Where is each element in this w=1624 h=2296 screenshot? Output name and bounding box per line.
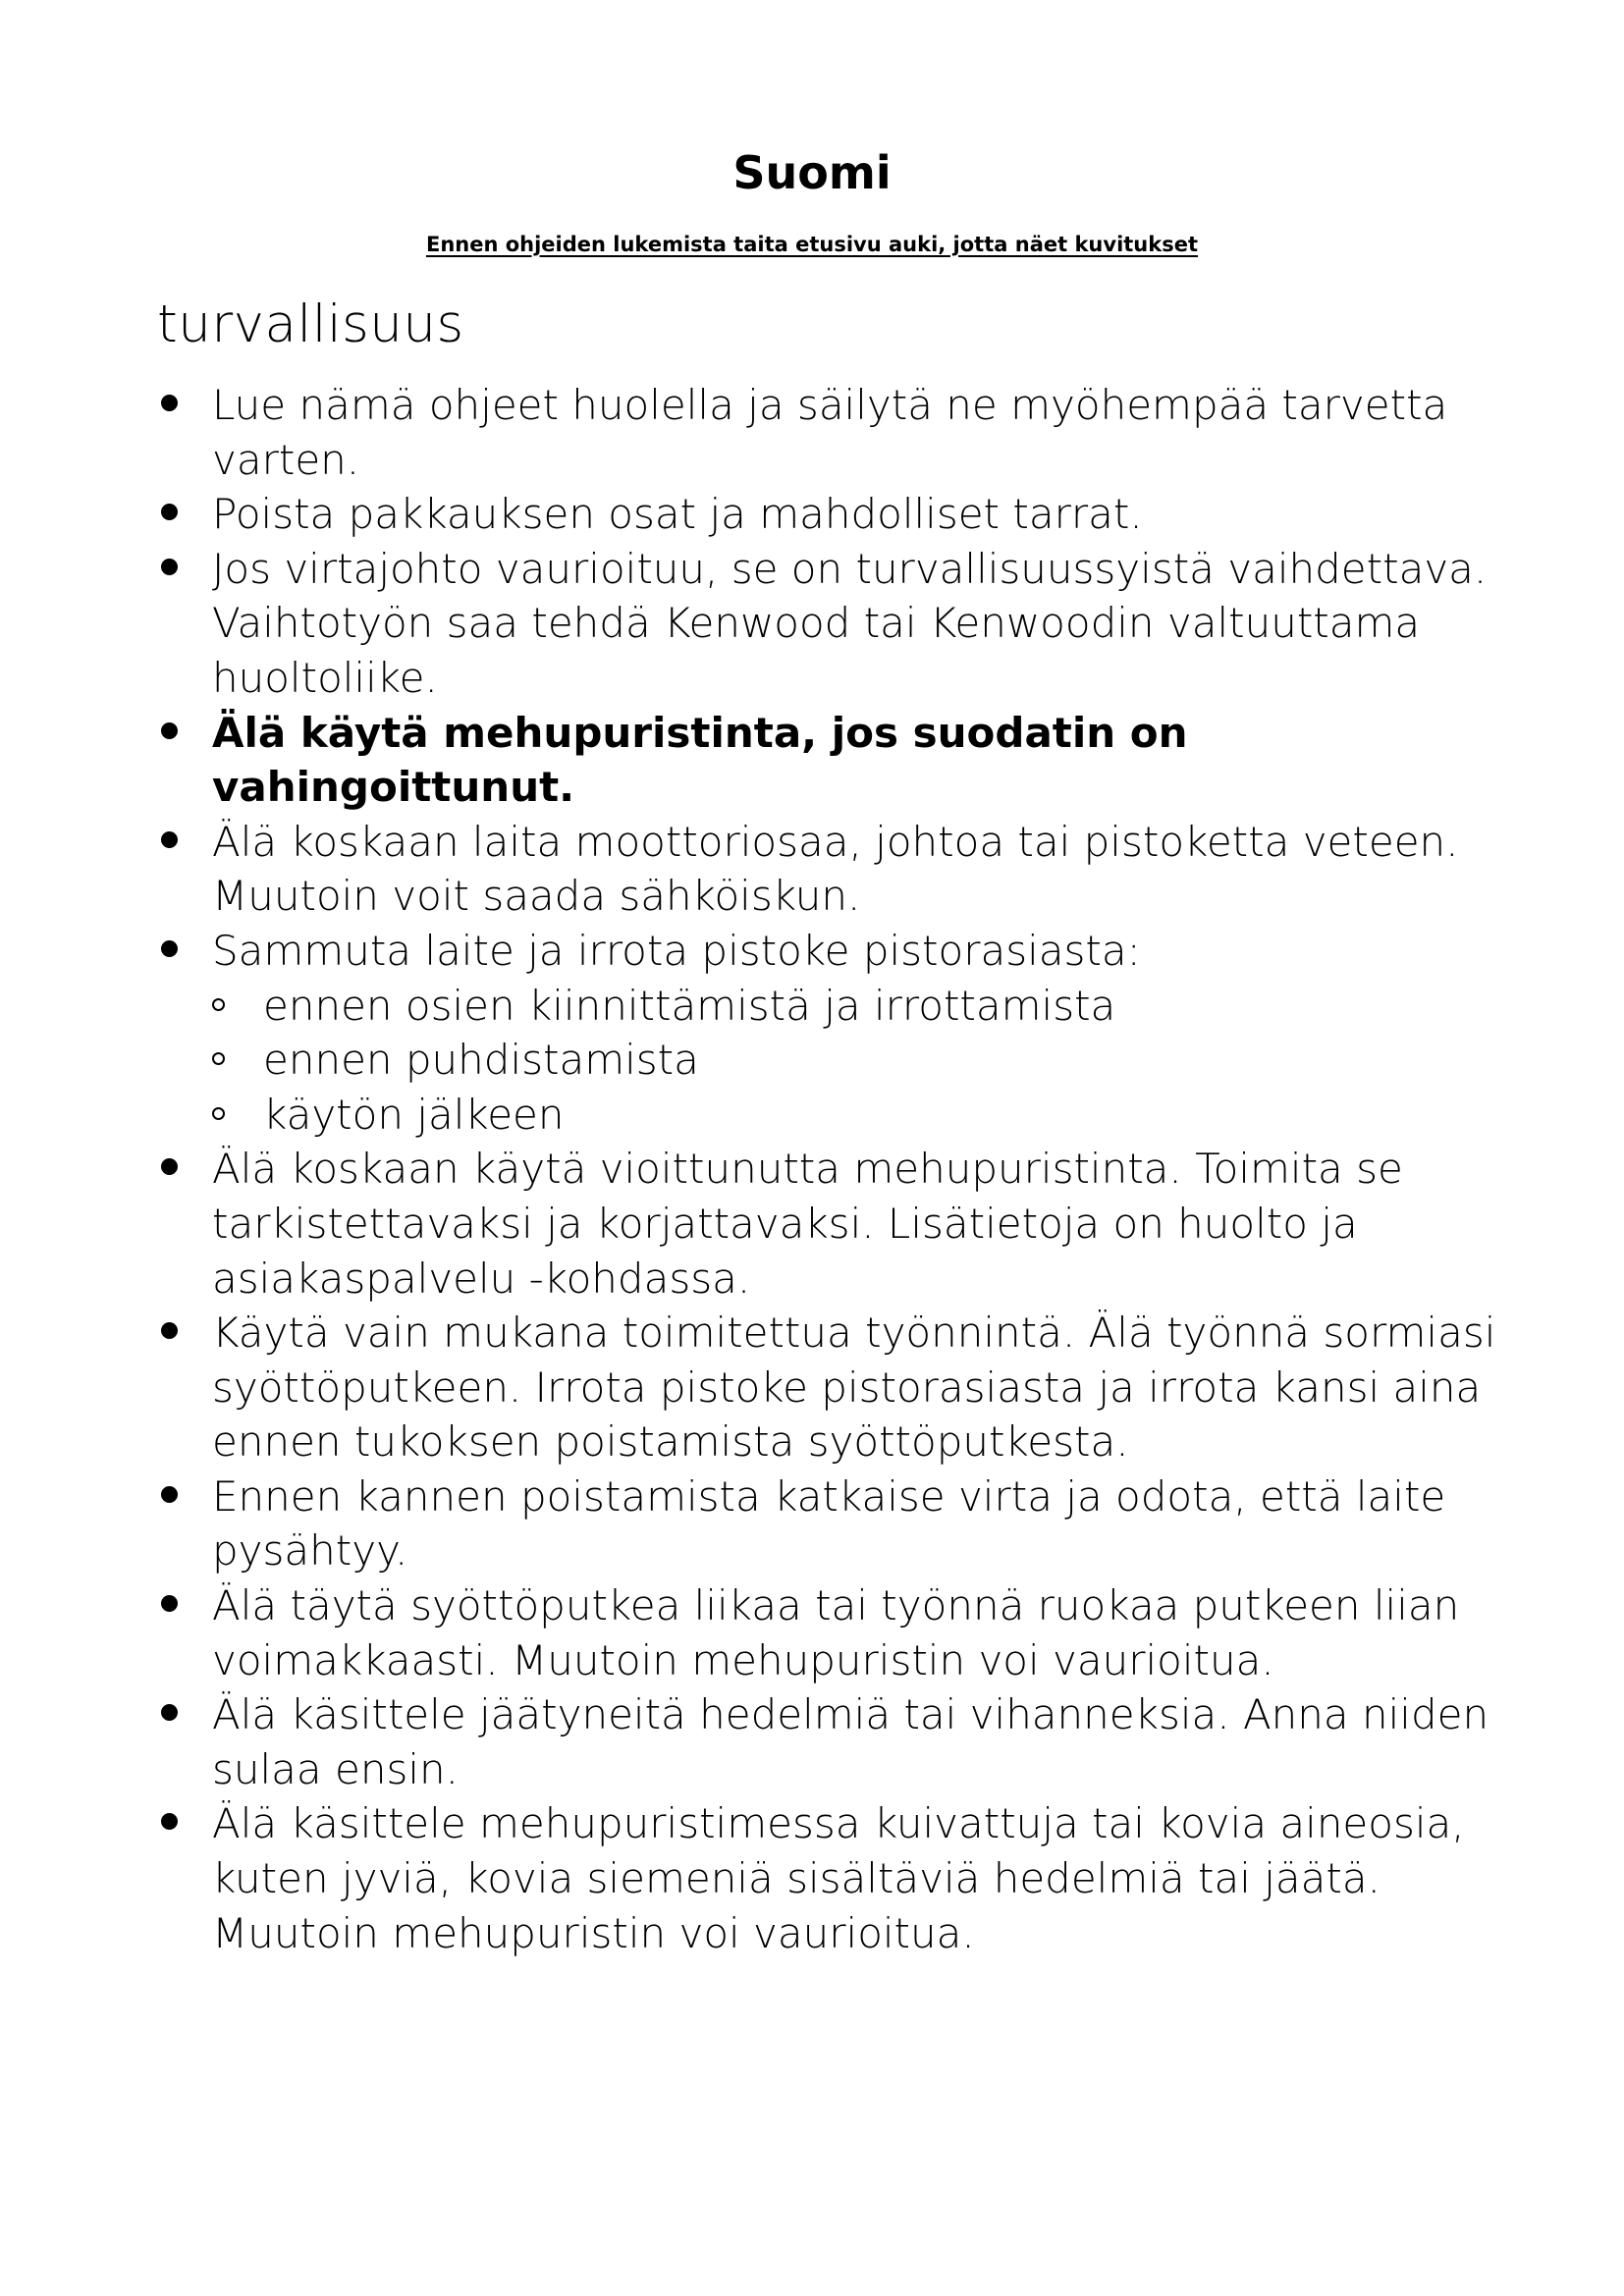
- list-item: Älä koskaan käytä vioittunutta mehupuristinta. Toimita se tarkistettavaksi ja korjattavaksi. Lisätietoja on huolto ja asiakaspalvelu -kohdassa.: [157, 1142, 1512, 1306]
- list-item: [157, 924, 1512, 1142]
- safety-list: [157, 378, 1512, 1960]
- list-item-text: Sammuta laite ja irrota pistoke pistorasiasta:: [212, 926, 1141, 975]
- list-item: Älä täytä syöttöputkea liikaa tai työnnä ruokaa putkeen liian voimakkaasti. Muutoin mehupuristin voi vaurioitua.: [157, 1578, 1512, 1687]
- list-item: Käytä vain mukana toimitettua työnnintä. Älä työnnä sormiasi syöttöputkeen. Irrota pistoke pistorasiasta ja irrota kansi aina ennen tukoksen poistamista syöttöputkesta.: [157, 1306, 1512, 1469]
- list-item-warning: Älä käytä mehupuristinta, jos suodatin on vahingoittunut.: [157, 706, 1512, 815]
- list-item: Poista pakkauksen osat ja mahdolliset tarrat.: [157, 487, 1512, 542]
- list-item: Jos virtajohto vaurioituu, se on turvallisuussyistä vaihdettava. Vaihtotyön saa tehdä Kenwood tai Kenwoodin valtuuttama huoltoliike.: [157, 542, 1512, 706]
- sub-list-item: ennen osien kiinnittämistä ja irrottamista: [212, 979, 1512, 1034]
- sub-list-item: käytön jälkeen: [212, 1088, 1512, 1143]
- list-item: Ennen kannen poistamista katkaise virta ja odota, että laite pysähtyy.: [157, 1469, 1512, 1578]
- list-item: Älä koskaan laita moottoriosaa, johtoa tai pistoketta veteen. Muutoin voit saada sähköiskun.: [157, 815, 1512, 924]
- page-subtitle: Ennen ohjeiden lukemista taita etusivu auki, jotta näet kuvitukset: [425, 233, 1198, 256]
- section-heading: turvallisuus: [157, 294, 464, 354]
- sub-list-item: ennen puhdistamista: [212, 1033, 1512, 1088]
- list-item: Älä käsittele mehupuristimessa kuivattuja tai kovia aineosia, kuten jyviä, kovia siemeniä sisältäviä hedelmiä tai jäätä. Muutoin mehupuristin voi vaurioitua.: [157, 1796, 1512, 1960]
- list-item: Lue nämä ohjeet huolella ja säilytä ne myöhempää tarvetta varten.: [157, 378, 1512, 487]
- sub-list: [212, 979, 1512, 1143]
- list-item: Älä käsittele jäätyneitä hedelmiä tai vihanneksia. Anna niiden sulaa ensin.: [157, 1687, 1512, 1796]
- page-title: Suomi: [732, 146, 892, 199]
